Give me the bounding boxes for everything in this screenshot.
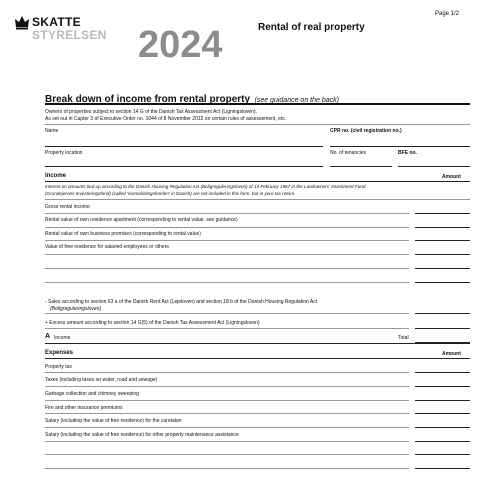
crown-icon [14,14,30,30]
divider [45,181,470,182]
expense-amount-field[interactable] [415,386,470,387]
expense-amount-field[interactable] [415,441,470,442]
expense-row-label: Salary (including the value of free residence) for the caretaker [45,418,182,424]
heading-main: Break down of income from rental property [45,94,251,105]
excess-amount-label: + Excess amount according to section 14 G(5) of the Danish Tax Assessment Act (Ligningsloven) [45,320,260,326]
expenses-amount-header: Amount [442,351,461,357]
row-line [45,328,409,329]
income-amount-field[interactable] [415,254,470,255]
expense-amount-field[interactable] [415,400,470,401]
income-amount-field[interactable] [415,282,470,283]
expense-amount-field[interactable] [415,427,470,428]
blank-row-line[interactable] [45,268,409,269]
income-total-word: Total [398,335,409,341]
divider [45,199,470,200]
expense-amount-field[interactable] [415,454,470,455]
income-header: Income [45,173,67,179]
divider [45,103,470,105]
income-row-label: Gross rental income [45,204,90,210]
divider [45,358,470,359]
logo [14,14,124,50]
income-total-letter: A [45,333,51,340]
income-amount-header: Amount [442,174,461,180]
form-title: Rental of real property [258,22,365,33]
row-line [45,213,409,214]
property-location-label: Property location [45,150,83,156]
bfe-field-line [398,166,470,167]
expense-row-label: Property tax [45,364,72,370]
row-line [45,227,409,228]
divider [45,343,470,344]
bfe-field[interactable] [398,156,470,166]
income-amount-field[interactable] [415,268,470,269]
row-line [45,413,409,414]
form-year: 2024 [138,24,223,66]
expense-row-label: Taxes (including taxes on water, road and sewage) [45,377,158,383]
sales-amount-field[interactable] [415,313,470,314]
row-line [45,240,409,241]
expense-row-label: Fire and other insurance premiums [45,405,123,411]
income-note-line2: (Grundejernes Investeringsfond) (called 'normalistingsfonden' in Danish) are not included in this form, but in your tax return. [45,191,296,196]
bfe-label: BFE no. [398,150,417,156]
sales-deduction-label: - Sales according to section 63 a of the Danish Rent Act (Lejeloven) and section 18 b of the Danish Housing Regulation Act [45,299,318,305]
tenancies-field[interactable] [330,156,392,166]
expense-row-label: Garbage collection and chimney sweeping [45,391,139,397]
heading-note: (see guidance on the back) [254,97,339,104]
expense-row-label: Salary (including the value of free residence) for other property maintenance assistance [45,432,239,438]
row-line [45,254,409,255]
page-number: Page 1/2 [435,11,460,17]
intro-line2: As set out in Capter 3 of Executive Order no. 1044 of 8 November 2012 on certain rules of assessement, etc. [45,116,287,122]
property-location-field[interactable] [45,156,323,166]
blank-row-line[interactable] [45,454,409,455]
expense-amount-field[interactable] [415,372,470,373]
name-label: Name [45,128,59,134]
income-note-line1: Interest on amounts tied up according to the Danish Housing Regulation Act (Boligreguleringsloven) of 14 February 1967 in the Landowners' Investment Fund [45,184,366,189]
expense-amount-field[interactable] [415,413,470,414]
logo-line1: SKATTE [32,15,81,29]
cpr-field-line [330,146,470,147]
income-amount-field[interactable] [415,240,470,241]
logo-line2: STYRELSEN [32,28,107,42]
intro-line1: Owners of properties subject to section 14 G of the Danish Tax Assessment Act (Ligningsloven). [45,109,257,115]
row-line [45,427,409,428]
row-line [45,313,409,314]
row-line [45,441,409,442]
income-total-label: Income [54,335,71,341]
divider [45,124,470,125]
expenses-header: Expenses [45,350,74,356]
cpr-label: CPR no. (civil registration no.) [330,128,402,134]
blank-row-line[interactable] [45,282,409,283]
income-amount-field[interactable] [415,213,470,214]
tenancies-field-line [330,166,392,167]
name-field[interactable] [45,135,323,145]
location-field-line [45,166,323,167]
name-field-line [45,146,323,147]
income-row-label: Value of free residence for salaried employees or others [45,244,169,250]
row-line [45,400,409,401]
blank-row-line[interactable] [45,468,409,469]
income-row-label: Rental value of own residence apartment (corresponding to rental value, see guidance) [45,217,238,223]
income-amount-field[interactable] [415,227,470,228]
cpr-field[interactable] [330,135,470,145]
sales-deduction-label-cont: (Boligreguleringsloven) [50,306,102,312]
row-line [45,372,409,373]
expense-amount-field[interactable] [415,468,470,469]
row-line [45,386,409,387]
income-row-label: Rental value of own business premises (corresponding to rental value) [45,231,201,237]
excess-amount-field[interactable] [415,328,470,329]
income-total-field[interactable] [415,342,470,343]
tenancies-label: No. of tenancies [330,150,367,156]
